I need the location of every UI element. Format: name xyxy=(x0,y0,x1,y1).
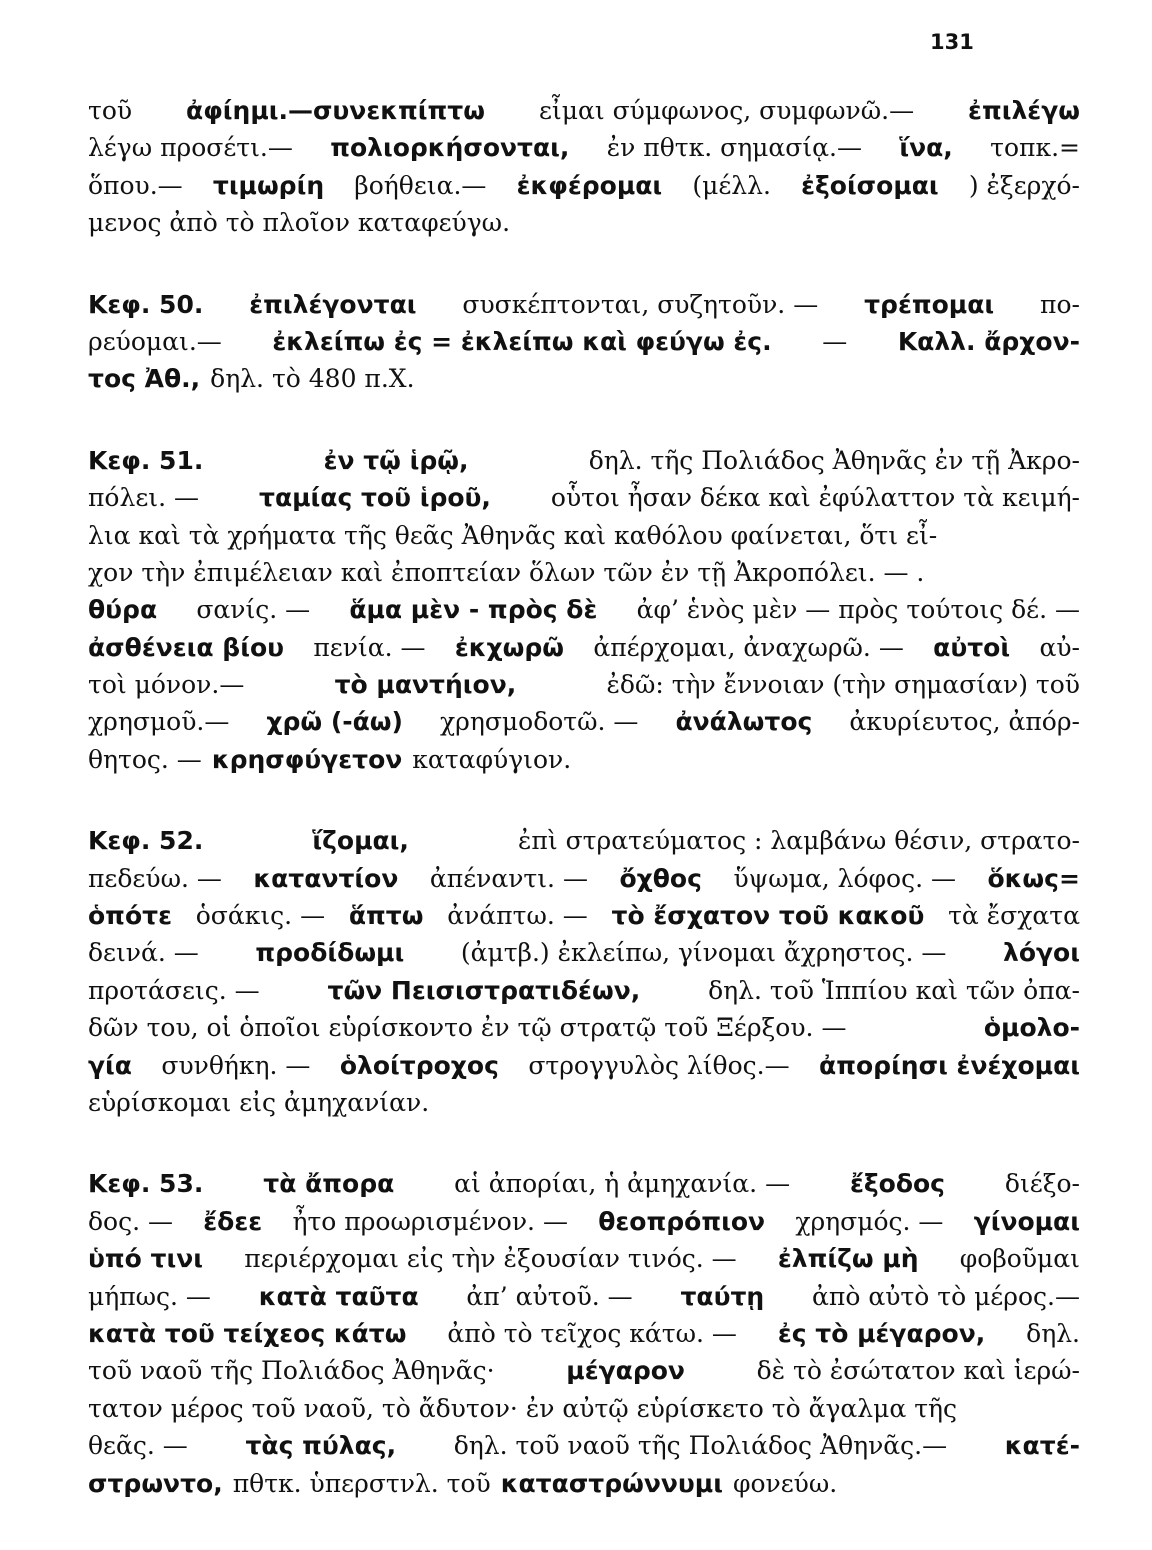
text-segment: στρογγυλὸς λίθος.— xyxy=(528,1050,790,1080)
bold-term: τῶν Πεισιστρατιδέων, xyxy=(327,975,641,1005)
bold-term: ἐξοίσομαι xyxy=(801,170,939,200)
text-segment: δηλ. τῆς Πολιάδος Ἀθηνᾶς ἐν τῇ Ἀκρο- xyxy=(588,445,1080,475)
bold-term: τὸ ἔσχατον τοῦ κακοῦ xyxy=(611,901,925,931)
text-line xyxy=(88,1319,1080,1356)
text-segment: οὗτοι ἦσαν δέκα καὶ ἐφύλαττον τὰ κειμή- xyxy=(550,483,1080,513)
text-line xyxy=(88,1207,1080,1244)
bold-term: ἐπιλέγω xyxy=(968,96,1080,125)
text-segment: ἀπέρχομαι, ἀναχωρῶ. — xyxy=(593,632,904,662)
bold-term: γίνομαι xyxy=(973,1206,1080,1236)
bold-term: ἐν τῷ ἱρῷ, xyxy=(323,445,469,475)
bold-term: θύρα xyxy=(88,595,158,625)
paragraph xyxy=(88,826,1080,1125)
bold-term: τὰς πύλας, xyxy=(245,1431,397,1461)
text-line xyxy=(88,670,1080,707)
text-segment: λέγω προσέτι.— xyxy=(88,133,293,163)
bold-term: χρῶ (-άω) xyxy=(266,707,403,737)
text-segment: φοβοῦμαι xyxy=(959,1244,1080,1274)
text-line xyxy=(88,1013,1080,1050)
text-segment: (μέλλ. xyxy=(692,170,771,200)
paragraph xyxy=(88,290,1080,402)
bold-term: ὅκως= xyxy=(987,863,1080,893)
bold-term: ἀπορίησι ἐνέχομαι xyxy=(819,1050,1080,1080)
text-line xyxy=(88,1051,1080,1088)
text-segment: (ἀμτβ.) ἐκλείπω, γίνομαι ἄχρηστος. — xyxy=(460,938,947,968)
bold-term: ὄχθος xyxy=(619,863,702,893)
text-segment: χον τὴν ἐπιμέλειαν καὶ ἐποπτείαν ὅλων τῶν ἐν τῇ Ἀκροπόλει. — . xyxy=(88,557,925,587)
text-segment: αἱ ἀπορίαι, ἡ ἀμηχανία. — xyxy=(454,1169,791,1199)
text-segment: τοῦ xyxy=(88,96,133,125)
text-line xyxy=(88,1469,1080,1506)
text-segment: σανίς. — xyxy=(196,595,311,625)
text-line xyxy=(88,1088,1080,1125)
text-line xyxy=(88,133,1080,170)
text-segment: πθτκ. ὑπερστνλ. τοῦ xyxy=(232,1468,491,1498)
paragraph xyxy=(88,96,1080,246)
text-segment: ὅπου.— xyxy=(88,170,183,200)
text-segment: θεᾶς. — xyxy=(88,1431,188,1461)
text-segment: ἀπ’ αὐτοῦ. — xyxy=(466,1281,633,1311)
text-line xyxy=(88,483,1080,520)
bold-term: τὰ ἄπορα xyxy=(263,1169,395,1199)
bold-term: κατὰ τοῦ τείχεος κάτω xyxy=(88,1318,407,1348)
bold-term: αὐτοὶ xyxy=(933,632,1011,662)
bold-term: ἐκφέρομαι xyxy=(516,170,663,200)
text-segment: ἀπὸ αὐτὸ τὸ μέρος.— xyxy=(812,1281,1080,1311)
text-segment: ) ἐξερχό- xyxy=(968,170,1080,200)
text-line xyxy=(88,1394,1080,1431)
text-segment: συνθήκη. — xyxy=(161,1050,311,1080)
text-segment: τοῦ ναοῦ τῆς Πολιάδος Ἀθηνᾶς· xyxy=(88,1356,495,1386)
bold-term: ἔξοδος xyxy=(849,1169,946,1199)
text-segment: πεδεύω. — xyxy=(88,863,222,893)
bold-term: ἅμα μὲν - πρὸς δὲ xyxy=(349,595,598,625)
text-segment: εἶμαι σύμφωνος, συμφωνῶ.— xyxy=(538,96,915,125)
bold-term: κατὰ ταῦτα xyxy=(258,1281,419,1311)
bold-term: στρωντο, xyxy=(88,1468,223,1498)
bold-term: ἐλπίζω μὴ xyxy=(777,1244,919,1274)
text-segment: τὰ ἔσχατα xyxy=(948,901,1080,931)
bold-term: γία xyxy=(88,1050,132,1080)
text-segment: πο- xyxy=(1040,289,1080,319)
bold-term: ὁλοίτροχος xyxy=(339,1050,499,1080)
bold-term: ἐς τὸ μέγαρον, xyxy=(777,1318,986,1348)
text-line xyxy=(88,1431,1080,1468)
text-segment: ἐδῶ: τὴν ἔννοιαν (τὴν σημασίαν) τοῦ xyxy=(606,670,1080,700)
bold-term: ἀφίημι.—συνεκπίπτω xyxy=(186,96,485,125)
bold-term: κρησφύγετον xyxy=(211,744,403,774)
page-body xyxy=(88,96,1080,1550)
bold-term: καταστρώννυμι xyxy=(500,1468,723,1498)
bold-term: τρέπομαι xyxy=(864,289,995,319)
bold-term: τος Ἀθ., xyxy=(88,364,201,394)
text-segment: ρεύομαι.— xyxy=(88,326,222,356)
text-segment: ὁσάκις. — xyxy=(195,901,326,931)
text-segment: μενος ἀπὸ τὸ πλοῖον καταφεύγω. xyxy=(88,208,511,238)
text-line xyxy=(88,707,1080,744)
text-line xyxy=(88,1169,1080,1206)
text-segment: ὕψωμα, λόφος. — xyxy=(733,863,956,893)
bold-term: ἵνα, xyxy=(899,133,953,163)
text-line xyxy=(88,96,1080,133)
text-segment: διέξο- xyxy=(1004,1169,1080,1199)
text-segment: δηλ. τὸ 480 π.Χ. xyxy=(210,364,415,394)
text-segment: αὐ- xyxy=(1039,632,1080,662)
text-line xyxy=(88,864,1080,901)
text-line xyxy=(88,446,1080,483)
text-segment: δεινά. — xyxy=(88,938,199,968)
text-segment: θητος. — xyxy=(88,744,202,774)
text-line xyxy=(88,327,1080,364)
text-segment: ἐν πθτκ. σημασίᾳ.— xyxy=(606,133,862,163)
text-segment: — xyxy=(822,326,848,356)
bold-term: ταύτῃ xyxy=(680,1281,765,1311)
bold-term: ἀσθένεια βίου xyxy=(88,632,284,662)
text-line xyxy=(88,208,1080,245)
bold-term: καταντίον xyxy=(253,863,399,893)
bold-term: Κεφ. 53. xyxy=(88,1169,204,1199)
text-segment: τατον μέρος τοῦ ναοῦ, τὸ ἄδυτον· ἐν αὐτῷ εὑρίσκετο τὸ ἄγαλμα τῆς xyxy=(88,1393,958,1423)
bold-term: προδίδωμι xyxy=(255,938,405,968)
text-line xyxy=(88,1356,1080,1393)
bold-term: ταμίας τοῦ ἱροῦ, xyxy=(259,483,491,513)
text-segment: δηλ. τοῦ Ἱππίου καὶ τῶν ὀπα- xyxy=(708,975,1080,1005)
text-segment: ἀκυρίευτος, ἀπόρ- xyxy=(849,707,1080,737)
text-line xyxy=(88,745,1080,782)
text-segment: μήπως. — xyxy=(88,1281,211,1311)
text-segment: δηλ. xyxy=(1026,1318,1080,1348)
bold-term: θεοπρόπιον xyxy=(598,1206,766,1236)
text-segment: εὑρίσκομαι εἰς ἀμηχανίαν. xyxy=(88,1087,430,1117)
text-segment: ἀπέναντι. — xyxy=(429,863,588,893)
text-line xyxy=(88,901,1080,938)
text-segment: ἀπὸ τὸ τεῖχος κάτω. — xyxy=(447,1318,737,1348)
text-line xyxy=(88,521,1080,558)
text-line xyxy=(88,290,1080,327)
bold-term: πολιορκήσονται, xyxy=(330,133,570,163)
text-segment: δος. — xyxy=(88,1206,173,1236)
text-segment: προτάσεις. — xyxy=(88,975,260,1005)
page-number: 131 xyxy=(930,30,974,54)
bold-term: λόγοι xyxy=(1003,938,1080,968)
bold-term: ἀνάλωτος xyxy=(675,707,813,737)
text-segment: δὲ τὸ ἐσώτατον καὶ ἱερώ- xyxy=(756,1356,1080,1386)
bold-term: Κεφ. 51. xyxy=(88,445,204,475)
text-line xyxy=(88,633,1080,670)
bold-term: ὁπότε xyxy=(88,901,172,931)
paragraph xyxy=(88,446,1080,783)
bold-term: ἅπτω xyxy=(348,901,424,931)
text-line xyxy=(88,1244,1080,1281)
text-segment: καταφύγιον. xyxy=(412,744,572,774)
text-line xyxy=(88,171,1080,208)
text-segment: βοήθεια.— xyxy=(354,170,487,200)
bold-term: κατέ- xyxy=(1004,1431,1080,1461)
text-segment: ἐπὶ στρατεύματος : λαμβάνω θέσιν, στρατο- xyxy=(518,826,1080,856)
text-segment: φονεύω. xyxy=(732,1468,838,1498)
bold-term: μέγαρον xyxy=(566,1356,685,1386)
text-segment: ἀφ’ ἑνὸς μὲν — πρὸς τούτοις δέ. — xyxy=(636,595,1080,625)
text-line xyxy=(88,595,1080,632)
bold-term: ἐπιλέγονται xyxy=(249,289,417,319)
bold-term: ἐκχωρῶ xyxy=(454,632,565,662)
text-segment: συσκέπτονται, συζητοῦν. — xyxy=(462,289,819,319)
text-segment: χρησμοῦ.— xyxy=(88,707,230,737)
text-segment: τοὶ μόνον.— xyxy=(88,670,245,700)
bold-term: Κεφ. 52. xyxy=(88,826,204,856)
text-line xyxy=(88,558,1080,595)
text-line xyxy=(88,826,1080,863)
text-segment: δῶν του, οἱ ὁποῖοι εὑρίσκοντο ἐν τῷ στρατῷ τοῦ Ξέρξου. — xyxy=(88,1013,847,1043)
bold-term: τὸ μαντήιον, xyxy=(334,670,517,700)
bold-term: ὁμολο- xyxy=(983,1013,1080,1043)
text-line xyxy=(88,364,1080,401)
text-segment: τοπκ.= xyxy=(990,133,1080,163)
text-line xyxy=(88,938,1080,975)
bold-term: ὑπό τινι xyxy=(88,1244,204,1274)
text-segment: λια καὶ τὰ χρήματα τῆς θεᾶς Ἀθηνᾶς καὶ καθόλου φαίνεται, ὅτι εἶ- xyxy=(88,520,938,550)
text-line xyxy=(88,976,1080,1013)
text-segment: ἀνάπτω. — xyxy=(447,901,588,931)
text-segment: πενία. — xyxy=(313,632,426,662)
text-segment: δηλ. τοῦ ναοῦ τῆς Πολιάδος Ἀθηνᾶς.— xyxy=(453,1431,948,1461)
bold-term: Καλλ. ἄρχον- xyxy=(897,326,1080,356)
bold-term: ἔδεε xyxy=(203,1206,263,1236)
text-segment: πόλει. — xyxy=(88,483,199,513)
text-segment: περιέρχομαι εἰς τὴν ἐξουσίαν τινός. — xyxy=(244,1244,737,1274)
bold-term: τιμωρίη xyxy=(212,170,325,200)
bold-term: ἐκλείπω ἐς = ἐκλείπω καὶ φεύγω ἐς. xyxy=(272,326,772,356)
text-segment: χρησμός. — xyxy=(795,1206,944,1236)
bold-term: Κεφ. 50. xyxy=(88,289,204,319)
text-line xyxy=(88,1282,1080,1319)
text-segment: χρησμοδοτῶ. — xyxy=(440,707,639,737)
paragraph xyxy=(88,1169,1080,1506)
text-segment: ἦτο προωρισμένον. — xyxy=(292,1206,568,1236)
bold-term: ἵζομαι, xyxy=(312,826,409,856)
